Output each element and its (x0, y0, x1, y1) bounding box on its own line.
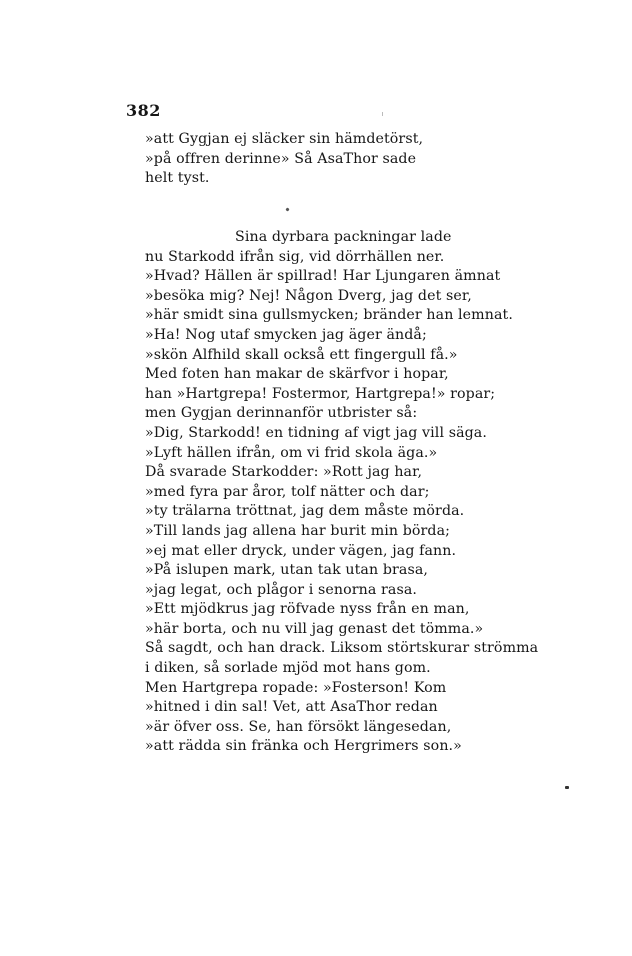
poem-line: men Gygjan derinnanför utbrister så: (145, 405, 418, 422)
poem-line: »Lyft hällen ifrån, om vi frid skola äga.» (145, 444, 438, 461)
page-number: 382 (126, 101, 161, 120)
poem-line: han »Hartgrepa! Fostermor, Hartgrepa!» ropar; (145, 385, 496, 402)
poem-line: »med fyra par åror, tolf nätter och dar; (145, 483, 430, 500)
poem-line: Då svarade Starkodder: »Rott jag har, (145, 464, 423, 481)
poem-line: »Hvad? Hällen är spillrad! Har Ljungaren ämnat (145, 268, 501, 285)
poem-line: »att Gygjan ej släcker sin hämdetörst, (145, 131, 424, 147)
ink-speck (285, 207, 289, 211)
poem-line: i diken, så sorlade mjöd mot hans gom. (145, 660, 431, 677)
poem-line: »besöka mig? Nej! Någon Dverg, jag det ser, (145, 287, 472, 304)
poem-line: »här smidt sina gullsmycken; bränder han lemnat. (145, 307, 513, 324)
poem-line: helt tyst. (145, 170, 210, 187)
poem-line: »ej mat eller dryck, under vägen, jag fann. (145, 542, 457, 559)
ink-speck (382, 112, 383, 116)
poem-line: »Ha! Nog utaf smycken jag äger ändå; (145, 326, 427, 343)
poem-line: Med foten han makar de skärfvor i hopar, (145, 366, 449, 383)
poem-line: »är öfver oss. Se, han försökt längesedan, (145, 718, 452, 735)
poem-line: »Ett mjödkrus jag röfvade nyss från en man, (145, 601, 470, 618)
poem-line: »på offren derinne» Så AsaThor sade (145, 150, 417, 167)
ink-speck (565, 786, 569, 789)
poem-line: »skön Alfhild skall också ett fingergull få.» (145, 346, 458, 363)
poem-line: »ty trälarna tröttnat, jag dem måste mörda. (145, 503, 465, 520)
poem-line: Men Hartgrepa ropade: »Fosterson! Kom (145, 679, 447, 696)
poem-line: »att rädda sin fränka och Hergrimers son.» (145, 738, 462, 755)
poem-line: nu Starkodd ifrån sig, vid dörrhällen ner. (145, 248, 445, 265)
poem-line: Så sagdt, och han drack. Liksom störtskurar strömma (145, 640, 539, 657)
poem-line: Sina dyrbara packningar lade (235, 229, 452, 245)
poem-line: »Dig, Starkodd! en tidning af vigt jag vill säga. (145, 424, 487, 441)
poem-line: »Till lands jag allena har burit min börda; (145, 522, 451, 539)
poem-line: »här borta, och nu vill jag genast det tömma.» (145, 620, 484, 637)
poem-stanza-2 (145, 228, 538, 757)
poem-line: »hitned i din sal! Vet, att AsaThor redan (145, 699, 438, 716)
poem-line: »jag legat, och plågor i senorna rasa. (145, 581, 418, 598)
poem-line: »På islupen mark, utan tak utan brasa, (145, 562, 429, 579)
poem-stanza-1 (145, 130, 423, 189)
